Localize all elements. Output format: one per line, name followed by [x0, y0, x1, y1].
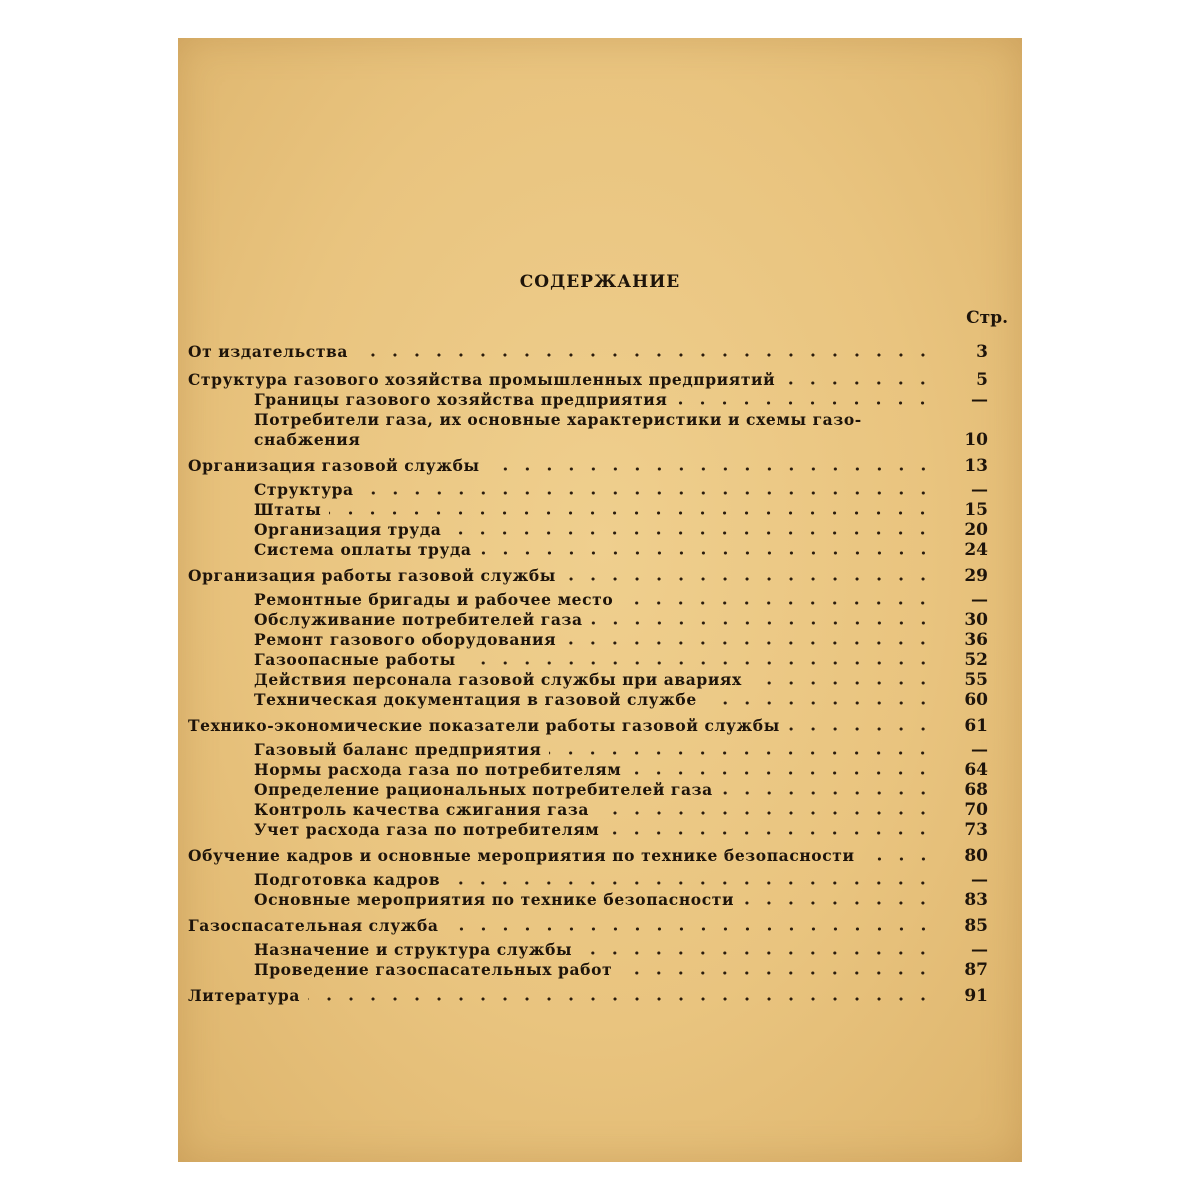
toc-entry-title: Техническая документация в газовой службе — [254, 690, 697, 709]
toc-page-number: 24 — [964, 540, 988, 560]
toc-page-number: — — [971, 390, 988, 410]
toc-entry-title: Определение рациональных потребителей газа — [254, 780, 713, 799]
toc-entry-title: Нормы расхода газа по потребителям — [254, 760, 622, 779]
book-page — [178, 38, 1022, 1162]
dot-leader — [621, 601, 934, 605]
dot-leader — [788, 727, 934, 731]
dot-leader — [591, 621, 934, 625]
toc-page-number: 91 — [964, 986, 988, 1006]
toc-subsection — [188, 690, 988, 710]
toc-subsection — [188, 390, 988, 410]
toc-entry-title: Штаты — [254, 500, 322, 519]
dot-leader — [480, 551, 934, 555]
toc-entry-title: Обучение кадров и основные мероприятия по технике безопасности — [188, 846, 855, 865]
toc-page-number: 36 — [964, 630, 988, 650]
toc-subsection — [188, 650, 988, 670]
toc-subsection — [188, 480, 988, 500]
dot-leader — [742, 901, 934, 905]
toc-entry-title: Газоспасательная служба — [188, 916, 439, 935]
toc-section — [188, 342, 988, 362]
dot-leader — [329, 511, 934, 515]
toc-entry-title: Потребители газа, их основные характеристики и схемы газо- — [254, 410, 862, 429]
toc-entry-title: Назначение и структура службы — [254, 940, 573, 959]
toc-page-number: 85 — [964, 916, 988, 936]
toc-subsection — [188, 410, 988, 430]
toc-entry-title: Основные мероприятия по технике безопасности — [254, 890, 735, 909]
toc-entry-title: Литература — [188, 986, 300, 1005]
toc-page-number: 68 — [964, 780, 988, 800]
toc-entry-title: Структура газового хозяйства промышленных предприятий — [188, 370, 776, 389]
dot-leader — [564, 577, 934, 581]
toc-subsection — [188, 500, 988, 520]
toc-subsection-continuation — [188, 430, 988, 450]
toc-page-number: 30 — [964, 610, 988, 630]
toc-entry-title: От издательства — [188, 342, 349, 361]
toc-subsection — [188, 960, 988, 980]
dot-leader — [620, 971, 934, 975]
dot-leader — [549, 751, 934, 755]
toc-entry-title: Действия персонала газовой службы при авариях — [254, 670, 742, 689]
toc-entry-title: Границы газового хозяйства предприятия — [254, 390, 668, 409]
toc-page-number: 10 — [964, 430, 988, 450]
toc-page-number: 73 — [964, 820, 988, 840]
toc-subsection — [188, 520, 988, 540]
toc-entry-title: Система оплаты труда — [254, 540, 472, 559]
toc-entry-title: Ремонтные бригады и рабочее место — [254, 590, 614, 609]
toc-entry-title: снабжения — [254, 430, 361, 449]
toc-entry-title: Газовый баланс предприятия — [254, 740, 542, 759]
dot-leader — [449, 531, 934, 535]
toc-page-number: 60 — [964, 690, 988, 710]
toc-section — [188, 456, 988, 476]
toc-page-number: 87 — [964, 960, 988, 980]
toc-page-number: 83 — [964, 890, 988, 910]
toc-list — [188, 336, 988, 1006]
toc-subsection — [188, 820, 988, 840]
toc-section — [188, 986, 988, 1006]
toc-subsection — [188, 670, 988, 690]
toc-page-number: 20 — [964, 520, 988, 540]
dot-leader — [580, 951, 934, 955]
dot-leader — [863, 857, 934, 861]
toc-page-number: 55 — [964, 670, 988, 690]
toc-subsection — [188, 760, 988, 780]
toc-page-number: — — [971, 480, 988, 500]
dot-leader — [721, 791, 934, 795]
toc-page-number: 80 — [964, 846, 988, 866]
dot-leader — [607, 831, 934, 835]
toc-entry-title: Обслуживание потребителей газа — [254, 610, 583, 629]
toc-section — [188, 566, 988, 586]
dot-leader — [464, 661, 934, 665]
toc-page-number: — — [971, 940, 988, 960]
toc-page-number: 13 — [964, 456, 988, 476]
toc-entry-title: Организация газовой службы — [188, 456, 480, 475]
toc-subsection — [188, 540, 988, 560]
dot-leader — [488, 467, 934, 471]
toc-entry-title: Проведение газоспасательных работ — [254, 960, 613, 979]
toc-section — [188, 370, 988, 390]
toc-page-number: — — [971, 870, 988, 890]
toc-page-number: 64 — [964, 760, 988, 780]
dot-leader — [629, 771, 934, 775]
toc-entry-title: Подготовка кадров — [254, 870, 441, 889]
toc-entry-title: Учет расхода газа по потребителям — [254, 820, 600, 839]
dot-leader — [597, 811, 934, 815]
toc-entry-title: Газоопасные работы — [254, 650, 456, 669]
toc-section — [188, 846, 988, 866]
toc-subsection — [188, 780, 988, 800]
dot-leader — [362, 491, 934, 495]
toc-subsection — [188, 800, 988, 820]
toc-page-number: 52 — [964, 650, 988, 670]
toc-subsection — [188, 630, 988, 650]
toc-entry-title: Организация труда — [254, 520, 442, 539]
toc-entry-title: Структура — [254, 480, 354, 499]
toc-subsection — [188, 740, 988, 760]
dot-leader — [564, 641, 934, 645]
toc-subsection — [188, 940, 988, 960]
toc-page-number: 5 — [976, 370, 988, 390]
dot-leader — [750, 681, 934, 685]
toc-section — [188, 916, 988, 936]
toc-subsection — [188, 610, 988, 630]
dot-leader — [308, 997, 934, 1001]
toc-entry-title: Организация работы газовой службы — [188, 566, 556, 585]
toc-section — [188, 716, 988, 736]
toc-subsection — [188, 870, 988, 890]
toc-subsection — [188, 890, 988, 910]
toc-page-number: 29 — [964, 566, 988, 586]
dot-leader — [675, 401, 934, 405]
dot-leader — [783, 381, 934, 385]
toc-entry-title: Технико-экономические показатели работы газовой службы — [188, 716, 780, 735]
page-column-header: Стр. — [966, 308, 1008, 328]
toc-page-number: 61 — [964, 716, 988, 736]
toc-page-number: 3 — [976, 342, 988, 362]
toc-page-number: 70 — [964, 800, 988, 820]
dot-leader — [447, 927, 934, 931]
dot-leader — [448, 881, 934, 885]
toc-page-number: — — [971, 740, 988, 760]
toc-entry-title: Контроль качества сжигания газа — [254, 800, 589, 819]
dot-leader — [705, 701, 934, 705]
toc-entry-title: Ремонт газового оборудования — [254, 630, 557, 649]
toc-page-number: — — [971, 590, 988, 610]
toc-subsection — [188, 590, 988, 610]
toc-title: СОДЕРЖАНИЕ — [519, 272, 681, 292]
toc-page-number: 15 — [964, 500, 988, 520]
dot-leader — [356, 353, 934, 357]
